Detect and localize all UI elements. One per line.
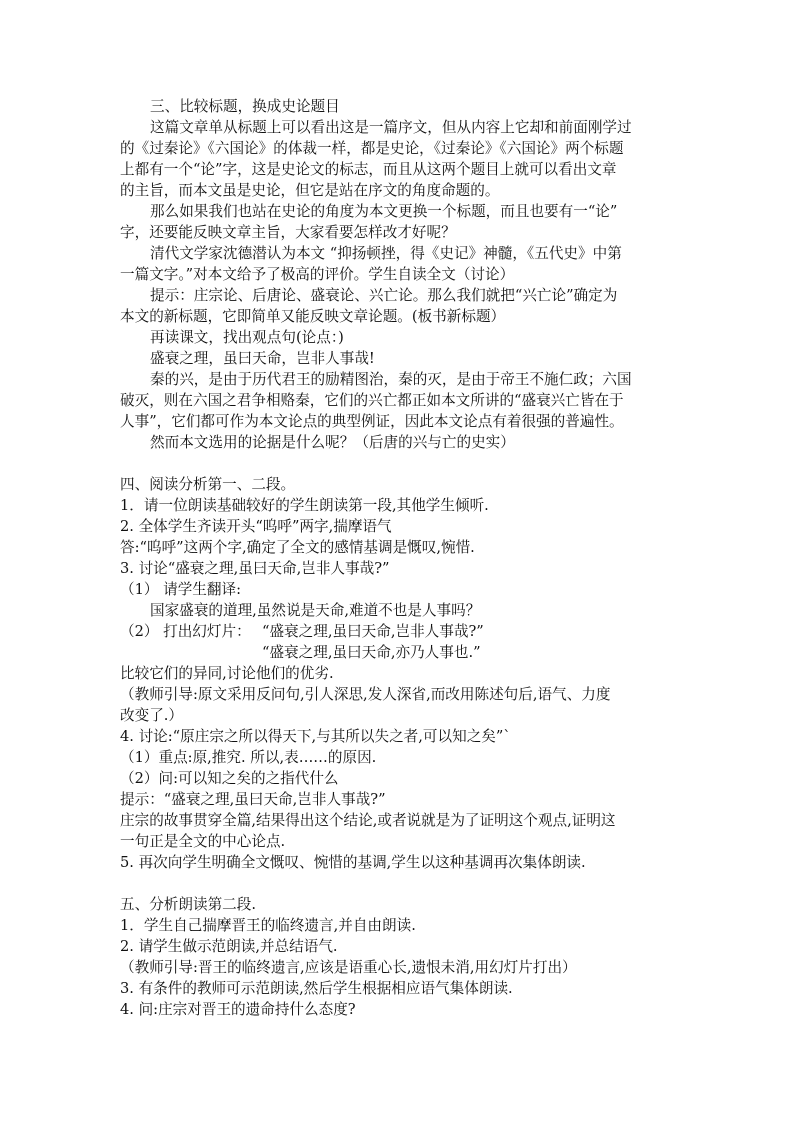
paragraph-line: 一篇文字。”对本文给予了极高的评价。学生自读全文（讨论） — [120, 266, 515, 283]
list-item: 1．学生自己揣摩晋王的临终遗言,并自由朗读. — [120, 917, 416, 934]
section-3-title: 三、比较标题，换成史论题目 — [150, 98, 340, 115]
list-item: （教师引导:原文采用反问句,引人深思,发人深省,而改用陈述句后,语气、力度 — [120, 686, 611, 703]
paragraph-line: 然而本文选用的论据是什么呢？（后唐的兴与亡的史实） — [150, 434, 515, 451]
paragraph-line: 清代文学家沈德潜认为本文 “抑扬顿挫，得《史记》神髓，《五代史》中第 — [150, 245, 622, 262]
paragraph-line: 人事”，它们都可作为本文论点的典型例证，因此本文论点有着很强的普遍性。 — [120, 413, 624, 430]
list-item: 3. 讨论“盛衰之理,虽曰天命,岂非人事哉?” — [120, 560, 390, 577]
list-item: 2. 请学生做示范朗读,并总结语气. — [120, 938, 338, 955]
list-item: 3. 有条件的教师可示范朗读,然后学生根据相应语气集体朗读. — [120, 980, 513, 997]
slide-label: （2） 打出幻灯片： — [120, 623, 251, 640]
slide-sentence-a: “盛衰之理,虽曰天命,岂非人事哉?” — [262, 623, 484, 640]
list-item: （1） 请学生翻译: — [120, 581, 241, 598]
section-5-title: 五、分析朗读第二段. — [120, 896, 256, 913]
list-item: 5. 再次向学生明确全文慨叹、惋惜的基调,学生以这种基调再次集体朗读. — [120, 854, 586, 871]
thesis-sentence: 盛衰之理，虽曰天命，岂非人事哉! — [150, 350, 375, 367]
list-item: 改变了.） — [120, 707, 184, 724]
list-item: 提示：“盛衰之理,虽曰天命,岂非人事哉?” — [120, 791, 386, 808]
paragraph-line: 本文的新标题，它即简单又能反映文章论题。(板书新标题） — [120, 308, 506, 325]
list-item: （教师引导:晋王的临终遗言,应该是语重心长,遗恨未消,用幻灯片打出） — [120, 959, 577, 976]
paragraph-line: 这篇文章单从标题上可以看出这是一篇序文，但从内容上它却和前面刚学过 — [150, 119, 632, 136]
list-item: 1．请一位朗读基础较好的学生朗读第一段,其他学生倾听. — [120, 497, 489, 514]
paragraph-line: 再读课文，找出观点句(论点：) — [150, 329, 344, 346]
list-item: （1）重点:原,推究. 所以,表……的原因. — [120, 749, 377, 766]
paragraph-line: 字，还要能反映文章主旨，大家看要怎样改才好呢？ — [120, 224, 456, 241]
paragraph-line: 上都有一个“论”字，这是史论文的标志，而且从这两个题目上就可以看出文章 — [120, 161, 617, 178]
list-item: 4. 讨论:“原庄宗之所以得天下,与其所以失之者,可以知之矣”` — [120, 728, 511, 745]
list-item: 庄宗的故事贯穿全篇,结果得出这个结论,或者说就是为了证明这个观点,证明这 — [120, 812, 616, 829]
paragraph-line: 秦的兴，是由于历代君王的励精图治，秦的灭，是由于帝王不施仁政；六国 — [150, 371, 632, 388]
list-item: 答:“呜呼”这两个字,确定了全文的感情基调是慨叹,惋惜. — [120, 539, 475, 556]
list-item: 比较它们的异同,讨论他们的优劣. — [120, 665, 334, 682]
list-item: 4. 问:庄宗对晋王的遗命持什么态度? — [120, 1001, 356, 1018]
section-4-title: 四、阅读分析第一、二段。 — [120, 476, 296, 493]
translation-line: 国家盛衰的道理,虽然说是天命,难道不也是人事吗？ — [150, 602, 481, 619]
paragraph-line: 那么如果我们也站在史论的角度为本文更换一个标题，而且也要有一“论” — [150, 203, 618, 220]
paragraph-line: 的主旨，而本文虽是史论，但它是站在序文的角度命题的。 — [120, 182, 500, 199]
slide-sentence-b: “盛衰之理,虽曰天命,亦乃人事也.” — [262, 644, 481, 661]
paragraph-line: 破灭，则在六国之君争相赂秦，它们的兴亡都正如本文所讲的“盛衰兴亡皆在于 — [120, 392, 624, 409]
list-item: （2）问:可以知之矣的之指代什么 — [120, 770, 339, 787]
list-item: 一句正是全文的中心论点. — [120, 833, 286, 850]
paragraph-line: 的《过秦论》《六国论》的体裁一样，都是史论，《过秦论》《六国论》两个标题 — [120, 140, 624, 157]
list-item: 2. 全体学生齐读开头“呜呼”两字,揣摩语气 — [120, 518, 392, 535]
paragraph-line: 提示：庄宗论、后唐论、盛衰论、兴亡论。那么我们就把“兴亡论”确定为 — [150, 287, 618, 304]
